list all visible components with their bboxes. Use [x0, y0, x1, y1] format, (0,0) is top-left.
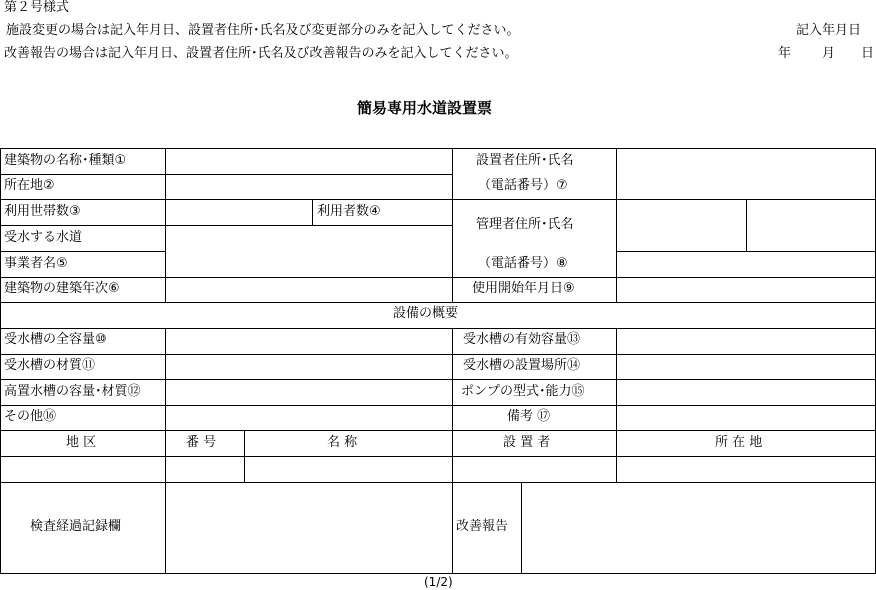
form-number: 第２号様式 [4, 0, 70, 15]
label-operator: 事業者名⑤ [4, 256, 68, 271]
label-location: 所在地② [4, 178, 55, 193]
entry-date-label: 記入年月日 [796, 23, 862, 38]
label-pump: ポンプの型式･能力⑮ [461, 384, 585, 399]
label-installer-phone: （電話番号）⑦ [478, 178, 568, 193]
label-users: 利用者数④ [317, 204, 381, 219]
label-start-date: 使用開始年月日⑨ [472, 281, 575, 296]
note-improve: 改善報告の場合は記入年月日、設置者住所･氏名及び改善報告のみを記入してください。 [4, 46, 518, 61]
label-tank-effective-capacity: 受水槽の有効容量⑬ [463, 332, 581, 347]
label-remarks: 備考 ⑰ [507, 409, 551, 424]
page-title: 簡易専用水道設置票 [357, 99, 493, 117]
label-other: その他⑯ [4, 409, 57, 424]
col-number: 番 号 [186, 435, 217, 450]
label-households: 利用世帯数③ [4, 204, 81, 219]
label-manager-phone: （電話番号）⑧ [478, 256, 568, 271]
label-improvement-report: 改善報告 [456, 519, 509, 534]
label-tank-location: 受水槽の設置場所⑭ [463, 358, 581, 373]
label-built-year: 建築物の建築年次⑥ [4, 281, 120, 296]
day-label: 日 [861, 46, 875, 61]
label-water-supply: 受水する水道 [4, 230, 83, 245]
col-address: 所 在 地 [715, 435, 763, 450]
label-elevated-tank: 高置水槽の容量･材質⑫ [4, 384, 141, 399]
note-change: 施設変更の場合は記入年月日、設置者住所･氏名及び変更部分のみを記入してください。 [6, 23, 520, 38]
section-facility-overview: 設備の概要 [393, 306, 459, 321]
col-installer: 設 置 者 [503, 435, 551, 450]
label-installer-address: 設置者住所･氏名 [476, 153, 574, 168]
page-number: (1/2) [424, 575, 453, 589]
col-name: 名 称 [327, 435, 358, 450]
month-label: 月 [822, 46, 836, 61]
label-building-name: 建築物の名称･種類① [4, 153, 127, 168]
year-label: 年 [778, 46, 792, 61]
col-district: 地 区 [66, 435, 97, 450]
label-inspection-record: 検査経過記録欄 [30, 519, 122, 534]
label-tank-total-capacity: 受水槽の全容量⑩ [4, 332, 107, 347]
label-manager-address: 管理者住所･氏名 [476, 217, 574, 232]
label-tank-material: 受水槽の材質⑪ [4, 358, 96, 373]
